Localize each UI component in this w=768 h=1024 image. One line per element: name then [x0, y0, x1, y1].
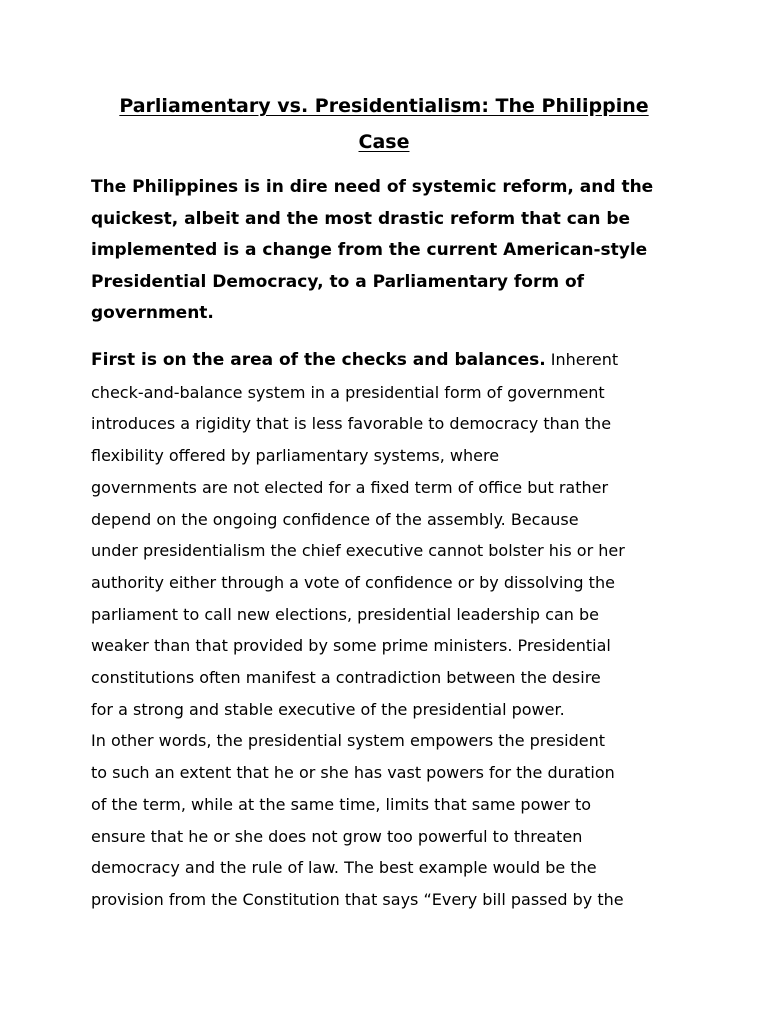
body-line: of the term, while at the same time, limits that same power to — [91, 794, 592, 814]
body-line: constitutions often manifest a contradiction between the desire — [91, 668, 601, 688]
body-line: parliament to call new elections, presidential leadership can be — [91, 604, 599, 624]
body-line: check-and-balance system in a presidential form of government — [91, 382, 605, 402]
title-line-2: Case — [358, 131, 410, 153]
title-line-1: Parliamentary vs. Presidentialism: The Philippine — [119, 95, 649, 117]
body-line: governments are not elected for a fixed term of office but rather — [91, 477, 609, 497]
body-line: introduces a rigidity that is less favorable to democracy than the — [91, 414, 612, 434]
body-line: flexibility offered by parliamentary systems, where — [91, 446, 500, 466]
body-line: for a strong and stable executive of the presidential power. — [91, 699, 565, 719]
body-first-line — [91, 344, 625, 377]
lead-line: government. — [91, 303, 214, 324]
lead-paragraph — [91, 172, 653, 330]
body-line: depend on the ongoing confidence of the assembly. Because — [91, 509, 579, 529]
section-heading-tail: Inherent — [545, 350, 619, 369]
body-line: ensure that he or she does not grow too powerful to threaten — [91, 826, 583, 846]
body-line: to such an extent that he or she has vast powers for the duration — [91, 763, 615, 783]
body-line: provision from the Constitution that says “Every bill passed by the — [91, 889, 624, 909]
body-line: democracy and the rule of law. The best example would be the — [91, 858, 597, 878]
body-line: authority either through a vote of confidence or by dissolving the — [91, 572, 615, 592]
section-heading: First is on the area of the checks and balances. — [91, 350, 546, 370]
body-line: under presidentialism the chief executive cannot bolster his or her — [91, 541, 625, 561]
lead-line: quickest, albeit and the most drastic reform that can be — [91, 208, 631, 229]
lead-line: implemented is a change from the current American-style — [91, 240, 648, 261]
document-title — [90, 88, 678, 160]
body-line: weaker than that provided by some prime ministers. Presidential — [91, 636, 611, 656]
lead-line: Presidential Democracy, to a Parliamentary form of — [91, 271, 585, 292]
body-line: In other words, the presidential system empowers the president — [91, 731, 606, 751]
body-paragraph — [91, 344, 625, 916]
lead-line: The Philippines is in dire need of systemic reform, and the — [91, 177, 654, 197]
